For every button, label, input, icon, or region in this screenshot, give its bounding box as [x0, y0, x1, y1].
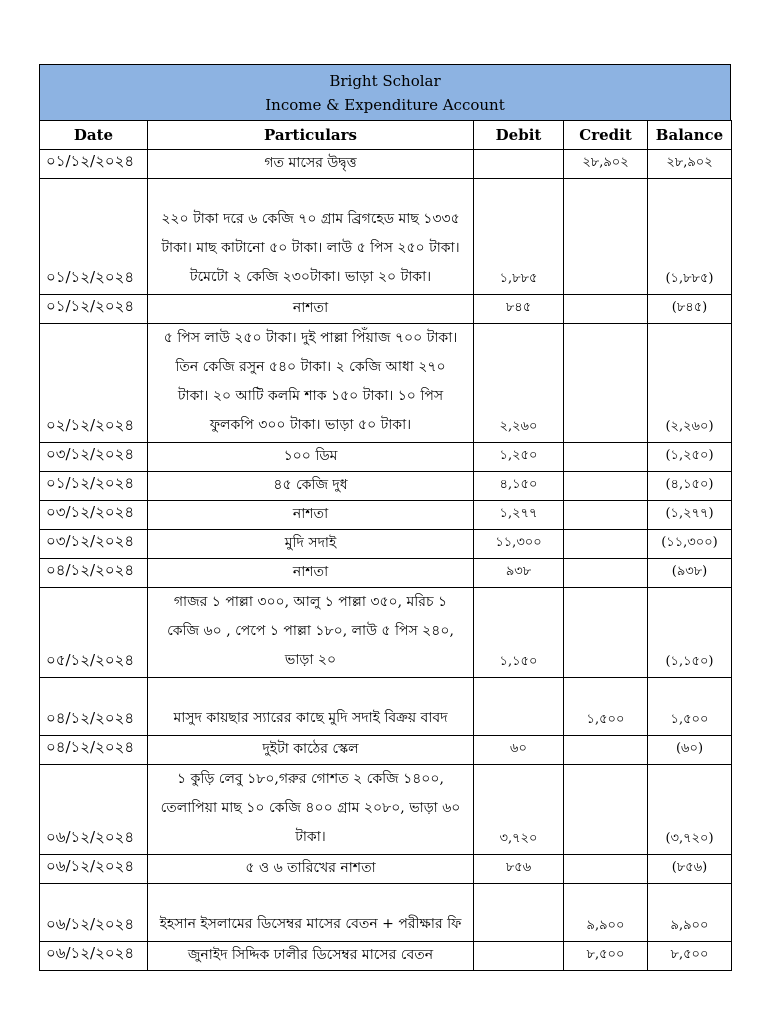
particulars-cell: ১০০ ডিম	[148, 443, 474, 472]
table-row	[40, 678, 732, 736]
table-row	[40, 443, 732, 472]
org-name: Bright Scholar	[329, 72, 441, 90]
date-cell: ০২/১২/২০২৪	[40, 324, 148, 443]
debit-cell: ১,২৭৭	[474, 501, 564, 530]
balance-cell: (৮৫৬)	[648, 855, 732, 884]
credit-cell	[564, 736, 648, 765]
credit-cell	[564, 588, 648, 678]
particulars-cell: গত মাসের উদ্বৃত্ত	[148, 150, 474, 179]
debit-cell	[474, 150, 564, 179]
credit-cell	[564, 501, 648, 530]
date-cell: ০৪/১২/২০২৪	[40, 559, 148, 588]
particulars-cell: দুইটা কাঠের স্কেল	[148, 736, 474, 765]
particulars-cell: গাজর ১ পাল্লা ৩০০, আলু ১ পাল্লা ৩৫০, মরিচ ১ কেজি ৬০ , পেপে ১ পাল্লা ১৮০, লাউ ৫ পিস ২৪০, ভাড়া ২০	[148, 588, 474, 678]
particulars-cell: মুদি সদাই	[148, 530, 474, 559]
balance-cell: ৮,৫০০	[648, 942, 732, 971]
sheet-header	[39, 64, 731, 120]
particulars-cell: জুনাইদ সিদ্দিক ঢালীর ডিসেম্বর মাসের বেতন	[148, 942, 474, 971]
particulars-cell: ২২০ টাকা দরে ৬ কেজি ৭০ গ্রাম ব্রিগহেড মাছ ১৩৩৫ টাকা। মাছ কাটানো ৫০ টাকা। লাউ ৫ পিস ২৫০ টাকা। টমেটো ২ কেজি ২৩০টাকা। ভাড়া ২০ টাকা।	[148, 179, 474, 295]
table-row	[40, 736, 732, 765]
balance-cell: (৬০)	[648, 736, 732, 765]
balance-cell: (১,১৫০)	[648, 588, 732, 678]
particulars-cell: ৫ পিস লাউ ২৫০ টাকা। দুই পাল্লা পিঁয়াজ ৭০০ টাকা। তিন কেজি রসুন ৫৪০ টাকা। ২ কেজি আধা ২৭০ টাকা। ২০ আটি কলমি শাক ১৫০ টাকা। ১০ পিস ফুলকপি ৩০০ টাকা। ভাড়া ৫০ টাকা।	[148, 324, 474, 443]
date-cell: ০৪/১২/২০২৪	[40, 678, 148, 736]
particulars-cell: ইহসান ইসলামের ডিসেম্বর মাসের বেতন + পরীক্ষার ফি	[148, 884, 474, 942]
debit-cell: ১১,৩০০	[474, 530, 564, 559]
debit-cell	[474, 884, 564, 942]
credit-cell	[564, 443, 648, 472]
balance-cell: (৮৪৫)	[648, 295, 732, 324]
particulars-cell: নাশতা	[148, 559, 474, 588]
date-cell: ০৬/১২/২০২৪	[40, 942, 148, 971]
balance-cell: (৩,৭২০)	[648, 765, 732, 855]
balance-cell: (৪,১৫০)	[648, 472, 732, 501]
date-cell: ০৪/১২/২০২৪	[40, 736, 148, 765]
date-cell: ০১/১২/২০২৪	[40, 179, 148, 295]
debit-cell: ২,২৬০	[474, 324, 564, 443]
table-row	[40, 150, 732, 179]
credit-cell	[564, 559, 648, 588]
credit-cell: ৮,৫০০	[564, 942, 648, 971]
debit-cell	[474, 678, 564, 736]
balance-cell: (২,২৬০)	[648, 324, 732, 443]
credit-cell: ১,৫০০	[564, 678, 648, 736]
table-row	[40, 588, 732, 678]
date-cell: ০৩/১২/২০২৪	[40, 501, 148, 530]
credit-cell	[564, 324, 648, 443]
balance-cell: ৯,৯০০	[648, 884, 732, 942]
col-header-debit: Debit	[474, 121, 564, 150]
table-row	[40, 559, 732, 588]
balance-cell: (১১,৩০০)	[648, 530, 732, 559]
particulars-cell: ৫ ও ৬ তারিখের নাশতা	[148, 855, 474, 884]
col-header-credit: Credit	[564, 121, 648, 150]
table-row	[40, 472, 732, 501]
balance-cell: (৯৩৮)	[648, 559, 732, 588]
date-cell: ০৫/১২/২০২৪	[40, 588, 148, 678]
balance-cell: (১,২৫০)	[648, 443, 732, 472]
particulars-cell: নাশতা	[148, 501, 474, 530]
table-row	[40, 324, 732, 443]
credit-cell	[564, 530, 648, 559]
table-row	[40, 765, 732, 855]
debit-cell	[474, 942, 564, 971]
account-title: Income & Expenditure Account	[265, 96, 505, 114]
table-row	[40, 855, 732, 884]
table-row	[40, 884, 732, 942]
balance-cell: ১,৫০০	[648, 678, 732, 736]
balance-cell: (১,২৭৭)	[648, 501, 732, 530]
particulars-cell: মাসুদ কায়ছার স্যারের কাছে মুদি সদাই বিক্রয় বাবদ	[148, 678, 474, 736]
account-sheet	[39, 64, 731, 971]
debit-cell: ৩,৭২০	[474, 765, 564, 855]
credit-cell	[564, 765, 648, 855]
debit-cell: ১,৮৮৫	[474, 179, 564, 295]
balance-cell: ২৮,৯০২	[648, 150, 732, 179]
col-header-particulars: Particulars	[148, 121, 474, 150]
table-row	[40, 295, 732, 324]
credit-cell	[564, 295, 648, 324]
date-cell: ০৬/১২/২০২৪	[40, 765, 148, 855]
date-cell: ০১/১২/২০২৪	[40, 295, 148, 324]
date-cell: ০১/১২/২০২৪	[40, 150, 148, 179]
particulars-cell: ৪৫ কেজি দুধ	[148, 472, 474, 501]
date-cell: ০৩/১২/২০২৪	[40, 530, 148, 559]
debit-cell: ৬০	[474, 736, 564, 765]
debit-cell: ৯৩৮	[474, 559, 564, 588]
debit-cell: ১,২৫০	[474, 443, 564, 472]
ledger-table	[39, 120, 732, 971]
debit-cell: ৪,১৫০	[474, 472, 564, 501]
credit-cell: ৯,৯০০	[564, 884, 648, 942]
debit-cell: ৮৫৬	[474, 855, 564, 884]
date-cell: ০৬/১২/২০২৪	[40, 884, 148, 942]
header-row	[40, 121, 732, 150]
credit-cell	[564, 472, 648, 501]
table-row	[40, 179, 732, 295]
date-cell: ০১/১২/২০২৪	[40, 472, 148, 501]
particulars-cell: ১ কুড়ি লেবু ১৮০,গরুর গোশত ২ কেজি ১৪০০, তেলাপিয়া মাছ ১০ কেজি ৪০০ গ্রাম ২০৮০, ভাড়া ৬০ টাকা।	[148, 765, 474, 855]
table-row	[40, 530, 732, 559]
balance-cell: (১,৮৮৫)	[648, 179, 732, 295]
credit-cell	[564, 855, 648, 884]
date-cell: ০৬/১২/২০২৪	[40, 855, 148, 884]
col-header-balance: Balance	[648, 121, 732, 150]
date-cell: ০৩/১২/২০২৪	[40, 443, 148, 472]
particulars-cell: নাশতা	[148, 295, 474, 324]
credit-cell: ২৮,৯০২	[564, 150, 648, 179]
table-row	[40, 942, 732, 971]
col-header-date: Date	[40, 121, 148, 150]
table-row	[40, 501, 732, 530]
credit-cell	[564, 179, 648, 295]
debit-cell: ৮৪৫	[474, 295, 564, 324]
debit-cell: ১,১৫০	[474, 588, 564, 678]
